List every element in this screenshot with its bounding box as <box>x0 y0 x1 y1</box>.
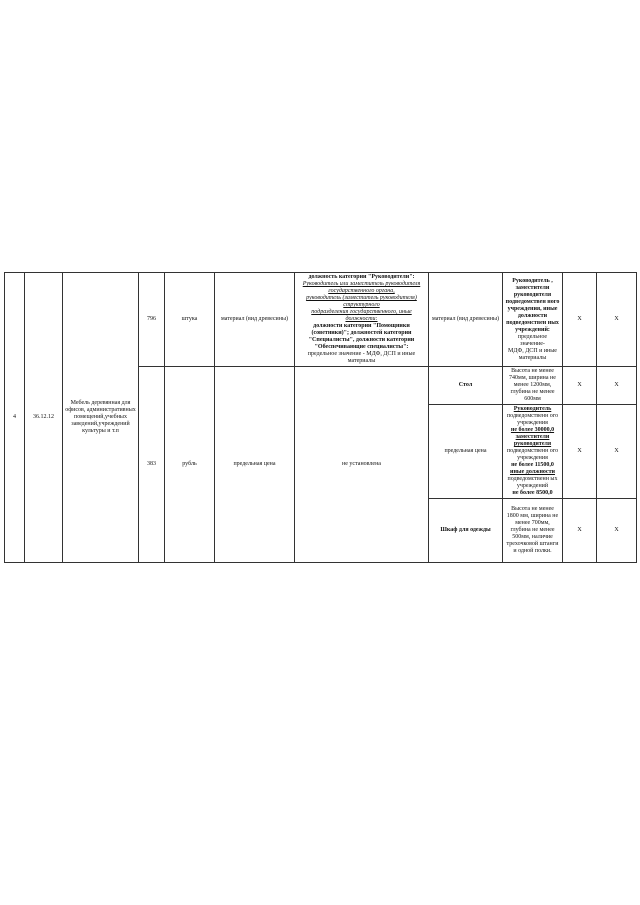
price-line: иные должности <box>510 469 555 475</box>
mark-x: Х <box>614 382 619 388</box>
unit-cell <box>165 273 215 367</box>
subitem-name-cell <box>429 405 503 499</box>
value-line: предельное значение- <box>517 333 548 347</box>
value-line: Руководитель или заместитель руководителя государственного органа, <box>302 281 421 294</box>
mark-cell <box>597 273 637 367</box>
price-line: заместители руководителя <box>513 434 552 447</box>
subitem-value-cell <box>503 499 563 563</box>
characteristic2-name: материал (вид древесины) <box>431 316 499 322</box>
mark-x: Х <box>614 448 619 454</box>
characteristic-value: не установлена <box>342 461 381 467</box>
table-row <box>5 273 637 367</box>
price-line: подведомственн ого учреждения <box>506 413 559 426</box>
price-line: не более 30000,0 <box>510 427 555 433</box>
okpd-code-cell <box>25 273 63 563</box>
value-line: МДФ, ДСП и иные материалы <box>508 347 557 361</box>
price-line: не более 11500,0 <box>511 462 554 468</box>
mark-x: Х <box>614 527 619 533</box>
characteristic2-value-cell <box>503 273 563 367</box>
mark-cell <box>597 367 637 405</box>
okei-code: 796 <box>147 316 156 322</box>
okei-code-cell <box>139 367 165 563</box>
item-name-cell <box>63 273 139 563</box>
characteristic-cell <box>215 367 295 563</box>
item-name: Мебель деревянная для офисов, административных помещений,учебных заведений,учреждений культуры и т.п <box>65 400 136 434</box>
mark-cell <box>563 273 597 367</box>
characteristic-value-cell <box>295 273 429 367</box>
value-line: должности категории "Помощники (советники)"; должностей категории "Специалисты", должности категории "Обеспечивающие специалисты": <box>308 323 415 350</box>
value-line: Руководитель , заместители руководителя подведомствен ного учреждения, иные должности подведомствен ных учреждений: <box>505 277 560 333</box>
row-number: 4 <box>13 414 16 420</box>
price-line: не более 8500,0 <box>512 490 553 496</box>
mark-x: Х <box>577 382 582 388</box>
characteristic-name: предельная цена <box>233 461 276 467</box>
row-number-cell <box>5 273 25 563</box>
value-line: предельное значение - МДФ, ДСП и иные материалы <box>307 351 416 364</box>
okei-code: 383 <box>147 461 156 467</box>
value-line: должность категории "Руководители": <box>308 274 415 280</box>
price-line: подведомственн ых учреждений <box>507 476 558 489</box>
value-line: руководитель (заместитель руководителя) структурного <box>306 295 417 308</box>
subitem-name: предельная цена <box>444 448 487 454</box>
okei-code-cell <box>139 273 165 367</box>
characteristic-name: материал (вид древесины) <box>220 316 288 322</box>
value-line: подразделения государственного, иные должности: <box>311 309 412 322</box>
mark-cell <box>563 499 597 563</box>
mark-cell <box>563 405 597 499</box>
unit-cell <box>165 367 215 563</box>
subitem-name-cell <box>429 367 503 405</box>
subitem-value-cell <box>503 367 563 405</box>
price-line: Руководитель <box>513 406 552 412</box>
characteristic2-cell <box>429 273 503 367</box>
mark-x: Х <box>577 527 582 533</box>
okpd-code: 36.12.12 <box>33 414 54 420</box>
mark-cell <box>597 499 637 563</box>
unit-name: рубль <box>182 461 197 467</box>
subitem-value: Высота не менее 740мм, ширина не менее 1200мм, глубина не менее 600мм <box>509 368 556 402</box>
subitem-name: Шкаф для одежды <box>440 527 491 533</box>
mark-x: Х <box>614 316 619 322</box>
price-line: подведомственн ого учреждения <box>506 448 559 461</box>
mark-cell <box>563 367 597 405</box>
subitem-value: Высота не менее 1800 мм, ширина не менее 700мм, глубина не менее 500мм, наличие трехочковой штанги и одной полки. <box>506 506 559 554</box>
procurement-table <box>4 272 637 563</box>
mark-x: Х <box>577 316 582 322</box>
characteristic-value-cell <box>295 367 429 563</box>
subitem-name: Стол <box>458 382 473 388</box>
subitem-name-cell <box>429 499 503 563</box>
characteristic-cell <box>215 273 295 367</box>
unit-name: штука <box>181 316 198 322</box>
mark-cell <box>597 405 637 499</box>
subitem-value-cell <box>503 405 563 499</box>
mark-x: Х <box>577 448 582 454</box>
